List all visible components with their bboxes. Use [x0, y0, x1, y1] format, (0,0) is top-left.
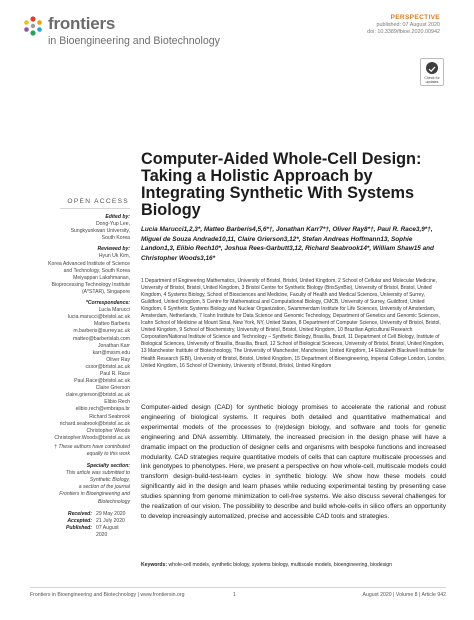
sidebar-divider	[60, 208, 130, 209]
specialty-section-text: This article was submitted to Synthetic Biology, a section of the journal Frontiers in Bioengineering and Biotechnology	[59, 470, 130, 505]
page-number: 1	[233, 592, 236, 598]
date-label: Accepted:	[67, 517, 92, 524]
check-updates-label: Check for updates	[424, 76, 440, 84]
article-title: Computer-Aided Whole-Cell Design: Taking a Holistic Approach by Integrating Synthetic With Systems Biology	[141, 150, 422, 219]
brand-name: frontiers	[48, 14, 116, 33]
footer-journal[interactable]: Frontiers in Bioengineering and Biotechnology | www.frontiersin.org	[30, 592, 185, 598]
keywords-text: whole-cell models, synthetic biology, systems biology, multiscale models, bioengineering, biodesign	[168, 562, 392, 568]
journal-name: in Bioengineering and Biotechnology	[48, 35, 220, 47]
abstract: Computer-aided design (CAD) for synthetic biology promises to accelerate the rational and robust engineering of biological systems. It requires both detailed and quantitative mathematical and experimental models of the processes to (re)design biology, and software and tools for genetic engineering and DNA assembly. Ultimately, the increased precision in the design phase will have a dramatic impact on the production of designer cells and organisms with bespoke functions and increased modularity. CAD strategies require quantitative models of cells that can capture multiscale processes and link genotypes to phenotypes. Here, we present a perspective on how whole-cell, multiscale models could transform design-build-test-learn cycles in synthetic biology. We show how these models could significantly aid in the design and learn phases while reducing experimental testing by presenting case studies spanning from genome minimization to cell-free systems. We also discuss several challenges for the realization of our vision. The possibility to describe and build whole-cells in silico offers an opportunity to develop increasingly automatized, precise and accessible CAD tools and strategies.	[141, 404, 446, 520]
reviewed-by-text: Hyun Uk Kim, Korea Advanced Institute of Science and Technology, South Korea Meiyappan Lakshmanan, Bioprocessing Technology Institute (A*STAR), Singapore	[48, 253, 130, 295]
doi-link[interactable]: doi: 10.3389/fbioe.2020.00942	[367, 29, 440, 35]
date-value: 07 August 2020	[96, 524, 119, 538]
published-date: published: 07 August 2020	[376, 22, 440, 28]
article-dates	[30, 511, 130, 539]
date-value: 29 May 2020	[96, 510, 126, 517]
footer-divider	[30, 587, 446, 588]
check-for-updates-badge[interactable]	[420, 58, 444, 86]
date-label: Received:	[67, 510, 92, 517]
check-updates-icon	[426, 62, 438, 74]
reviewed-by-label: Reviewed by:	[97, 246, 130, 253]
date-received	[30, 511, 130, 518]
correspondence-label: *Correspondence:	[85, 300, 130, 307]
footer-issue: August 2020 | Volume 8 | Article 942	[362, 592, 446, 598]
date-accepted	[30, 518, 130, 525]
edited-by-text: Dong-Yup Lee, Sungkyunkwan University, South Korea	[70, 221, 130, 242]
date-published	[30, 525, 130, 539]
frontiers-logo-icon	[22, 15, 44, 37]
keywords-label: Keywords:	[141, 562, 168, 568]
edited-by-label: Edited by:	[105, 214, 130, 220]
specialty-section-label: Specialty section:	[86, 463, 130, 470]
frontiers-logo[interactable]	[22, 14, 242, 54]
date-label: Published:	[65, 524, 92, 531]
publication-meta	[367, 22, 440, 36]
open-access-label: OPEN ACCESS	[67, 198, 129, 205]
sidebar-editors	[30, 214, 130, 539]
article-type: PERSPECTIVE	[390, 14, 440, 21]
author-list: Lucia Marucci1,2,3*, Matteo Barberis4,5,6*†, Jonathan Karr7*†, Oliver Ray8*†, Paul R. Race3,9*†, Miguel de Souza Andrade10,11, Claire Grierson3,12*, Stefan Andreas Hoffmann13, Sophie Landon1,3, Elibio Rech10*, Joshua Rees-Garbutt3,12, Richard Seabrook14*, William Shaw15 and Christopher Woods3,16*	[141, 226, 434, 263]
equal-contribution-note: † These authors have contributed equally to this work	[54, 443, 130, 457]
correspondence-text: Lucia Marucci lucia.marucci@bristol.ac.uk Matteo Barberis m.barberis@surrey.ac.uk matteo@barberislab.com Jonathan Karr karr@mssm.edu Oliver Ray csxor@bristol.ac.uk Paul R. Race Paul.Race@bristol.ac.uk Claire Grierson claire.grierson@bristol.ac.uk Elibio Rech elibio.rech@embrapa.br Richard Seabrook richard.seabrook@bristol.ac.uk Christopher Woods Christopher.Woods@bristol.ac.uk	[54, 307, 130, 441]
affiliations	[141, 278, 446, 370]
keywords	[141, 562, 446, 568]
date-value: 21 July 2020	[96, 517, 125, 524]
affiliation-text: 1 Department of Engineering Mathematics, University of Bristol, Bristol, United Kingdom, 2 School of Cellular and Molecular Medicine, University of Bristol, Bristol, United Kingdom, 3 Bristol Centre for Synthetic Biology (BrisSynBio), University of Bristol, Bristol, United Kingdom, 4 Systems Biology, School of Biosciences and Medicine, Faculty of Health and Medical Sciences, University of Surrey, Guildford, United Kingdom, 5 Centre for Mathematical and Computational Biology, CMCB, University of Surrey, Guildford, United Kingdom, 6 Synthetic Systems Biology and Nuclear Organization, Swammerdam Institute for Life Sciences, University of Amsterdam, Amsterdam, Netherlands, 7 Icahn Institute for Data Science and Genomic Technology, Department of Genetics and Genomic Sciences, Icahn School of Medicine at Mount Sinai, New York, NY, United States, 8 Department of Computer Science, University of Bristol, Bristol, United Kingdom, 9 School of Biochemistry, University of Bristol, Bristol, United Kingdom, 10 Brazilian Agricultural Research Corporation/National Institute of Science and Technology – Synthetic Biology, Brasília, Brazil, 11 Department of Cell Biology, Institute of Biological Sciences, University of Brasília, Brasília, Brazil, 12 School of Biological Sciences, University of Bristol, Bristol, United Kingdom, 13 Manchester Institute of Biotechnology, The University of Manchester, Manchester, United Kingdom, 14 Elizabeth Blackwell Institute for Health Research (EBI), University of Bristol, Bristol, United Kingdom, 15 Department of Bioengineering, Imperial College London, London, United Kingdom, 16 School of Chemistry, University of Bristol, Bristol, United Kingdom	[141, 278, 446, 369]
